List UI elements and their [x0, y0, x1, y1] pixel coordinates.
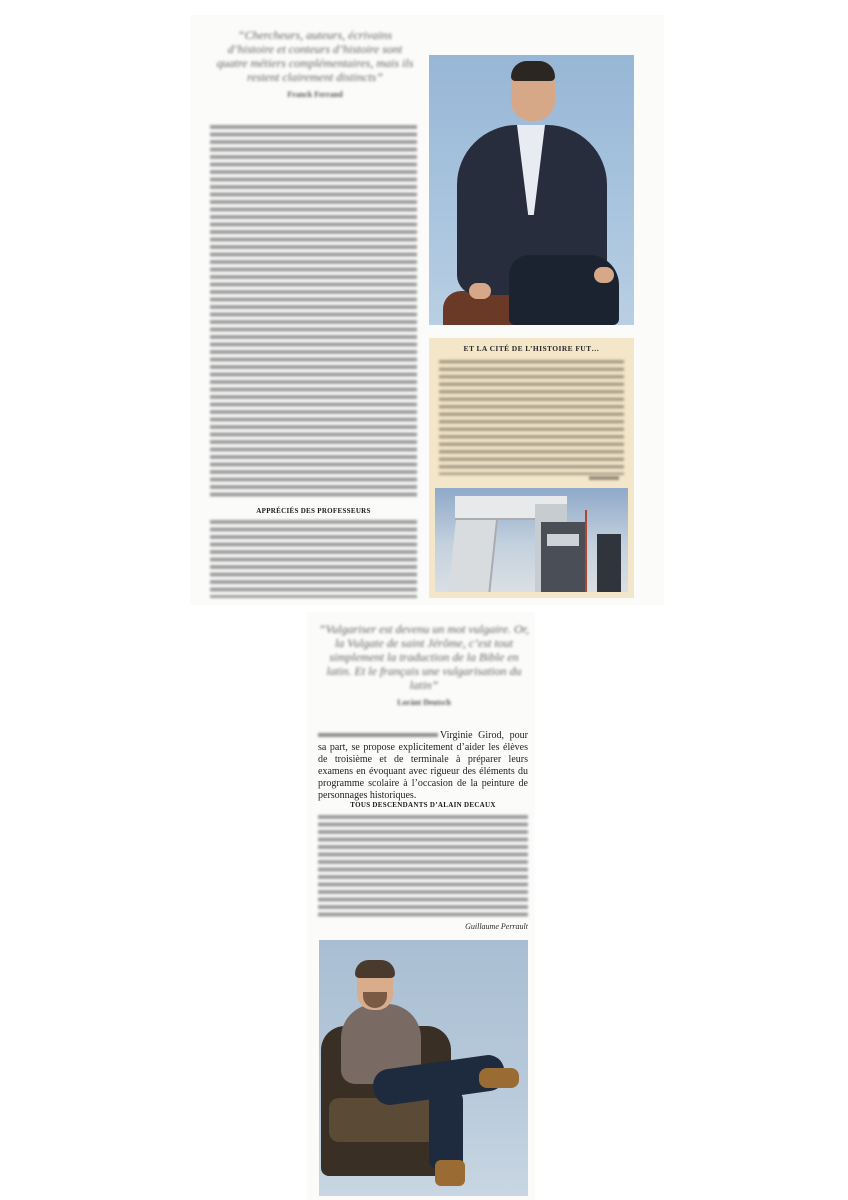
portrait-photo — [429, 55, 634, 325]
pull-quote — [215, 28, 415, 102]
sign-board — [541, 522, 585, 592]
author-signature: Guillaume Perrault — [465, 922, 528, 931]
jeans-lower — [429, 1090, 463, 1170]
hair — [511, 61, 555, 81]
pull-quote-2-text: “Vulgariser est devenu un mot vulgaire. Or, la Vulgate de saint Jérôme, c’est tout simplement la traduction de la Bible en latin. Et le français une vulgarisation du latin” — [319, 622, 529, 692]
sidebar-text — [439, 360, 624, 475]
boot — [435, 1160, 465, 1186]
sidebar-signature — [589, 476, 619, 480]
hand — [594, 267, 614, 283]
sidebar-title: ET LA CITÉ DE L’HISTOIRE FUT… — [463, 344, 600, 353]
article-text-column — [210, 125, 417, 497]
section-subhead: APPRÉCIÉS DES PROFESSEURS — [256, 507, 371, 515]
sidebar-box — [429, 338, 634, 598]
article-paragraph: Virginie Girod, pour sa part, se propose explicitement d’aider les élèves de troisième et de terminale à préparer leurs examens en évoquant avec rigueur des éléments du programme scolaire à l’occasion de la peinture de personnages historiques. — [318, 730, 528, 801]
pull-quote-text: “Chercheurs, auteurs, écrivains d’histoire et conteurs d’histoire sont quatre métiers complémentaires, mais ils restent clairement distincts” — [216, 28, 414, 84]
tower-building — [597, 534, 621, 592]
crane — [585, 510, 587, 592]
sign-logo — [547, 534, 579, 546]
boot — [479, 1068, 519, 1088]
article-text-column-2 — [318, 815, 528, 918]
grande-arche-photo — [435, 488, 628, 592]
pull-quote-2 — [318, 622, 530, 710]
portrait-photo-2 — [319, 940, 528, 1196]
hand — [469, 283, 491, 299]
article-text-column-continued — [210, 520, 417, 598]
section-subhead-2: TOUS DESCENDANTS D’ALAIN DECAUX — [350, 801, 496, 809]
hair — [355, 960, 395, 978]
trousers — [509, 255, 619, 325]
pull-quote-attribution: Franck Ferrand — [287, 90, 343, 99]
pull-quote-2-attribution: Lorànt Deutsch — [397, 698, 451, 707]
